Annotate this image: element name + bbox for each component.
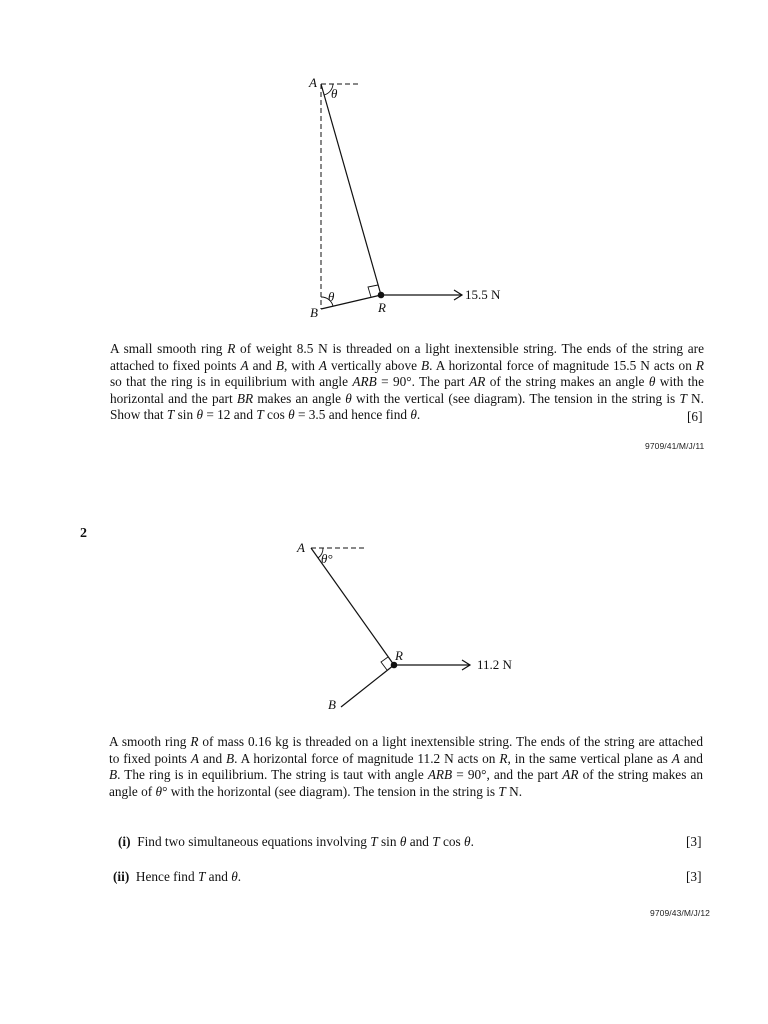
- q2-paper-code: 9709/43/M/J/12: [650, 908, 710, 918]
- q2-angle-label-top: θ°: [321, 551, 333, 566]
- q2-diagram: [0, 530, 768, 730]
- q1-paper-code: 9709/41/M/J/11: [645, 441, 705, 451]
- q1-label-B: B: [310, 305, 318, 320]
- q2-label-R: R: [395, 648, 403, 663]
- q2-part-ii-marks: [3]: [686, 869, 702, 884]
- q1-label-R: R: [378, 300, 386, 315]
- q1-force-label: 15.5 N: [465, 287, 501, 302]
- q2-question-text: A smooth ring R of mass 0.16 kg is threaded on a light inextensible string. The ends of the string are attached to fixed points A and B. A horizontal force of magnitude 11.2 N acts on R, in the same vertical plane as A and B. The ring is in equilibrium. The string is taut with angle ARB = 90°, and the part AR of the string makes an angle of θ° with the horizontal (see diagram). The tension in the string is T N.: [109, 734, 704, 799]
- q2-right-angle-marker: [381, 657, 388, 670]
- q1-angle-label-bottom: θ: [328, 289, 335, 304]
- q1-marks: [6]: [687, 409, 703, 424]
- q2-string-BR: [341, 665, 394, 707]
- q2-number: 2: [80, 526, 87, 541]
- q2-force-label: 11.2 N: [477, 657, 512, 672]
- q2-part-ii-label: (ii): [113, 869, 130, 884]
- q1-question-text: A small smooth ring R of weight 8.5 N is threaded on a light inextensible string. The ends of the string are attached to fixed points A and B, with A vertically above B. A horizontal force of magnitude 15.5 N acts on R so that the ring is in equilibrium with angle ARB = 90°. The part AR of the string makes an angle θ with the horizontal and the part BR makes an angle θ with the vertical (see diagram). The tension in the string is T N. Show that T sin θ = 12 and T cos θ = 3.5 and hence find θ.: [110, 341, 704, 423]
- q2-label-A: A: [297, 540, 305, 555]
- q1-ring: [378, 292, 385, 299]
- q2-label-B: B: [328, 697, 336, 712]
- q2-part-ii: (ii) Hence find T and θ.: [113, 869, 242, 884]
- q1-label-A: A: [309, 75, 317, 90]
- q1-angle-label-top: θ: [331, 86, 338, 101]
- q1-right-angle-marker: [368, 285, 378, 297]
- q2-part-i-marks: [3]: [686, 834, 702, 849]
- q2-part-i: (i) Find two simultaneous equations involving T sin θ and T cos θ.: [118, 834, 474, 849]
- q2-part-i-label: (i): [118, 834, 131, 849]
- q1-string-AR: [321, 84, 381, 295]
- q1-diagram: [0, 0, 768, 340]
